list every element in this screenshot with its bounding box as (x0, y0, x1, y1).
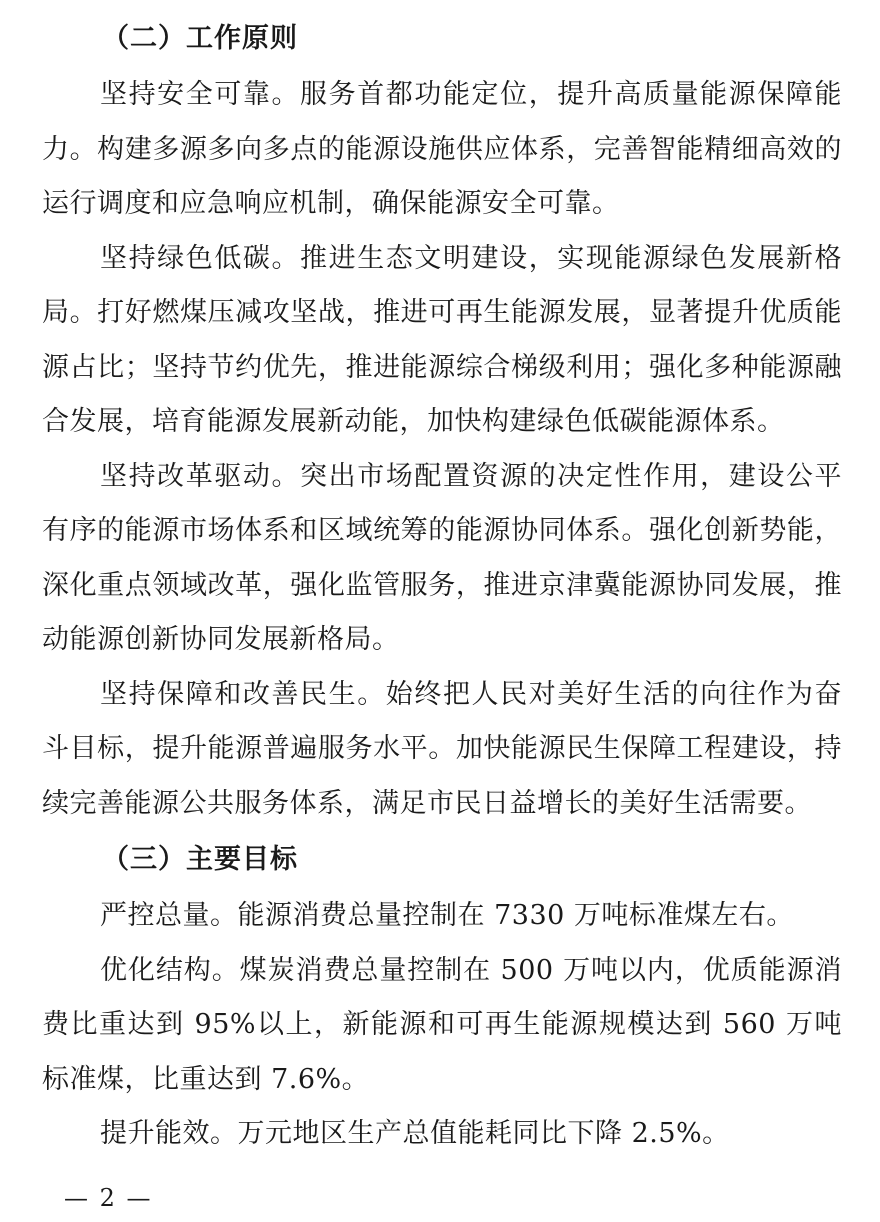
paragraph-safety: 坚持安全可靠。服务首都功能定位，提升高质量能源保障能力。构建多源多向多点的能源设施供应体系，完善智能精细高效的运行调度和应急响应机制，确保能源安全可靠。 (42, 79, 842, 219)
document-body (42, 10, 842, 1162)
paragraph-efficiency: 提升能效。万元地区生产总值能耗同比下降 2.5%。 (100, 1118, 730, 1149)
paragraph-reform: 坚持改革驱动。突出市场配置资源的决定性作用，建设公平有序的能源市场体系和区域统筹的能源协同体系。强化创新势能，深化重点领域改革，强化监管服务，推进京津冀能源协同发展，推动能源创新协同发展新格局。 (42, 460, 842, 655)
paragraph-total-control: 严控总量。能源消费总量控制在 7330 万吨标准煤左右。 (100, 900, 794, 931)
page-number: — 2 — (64, 1184, 153, 1212)
paragraph-structure: 优化结构。煤炭消费总量控制在 500 万吨以内，优质能源消费比重达到 95%以上，新能源和可再生能源规模达到 560 万吨标准煤，比重达到 7.6%。 (42, 954, 842, 1095)
paragraph-green: 坚持绿色低碳。推进生态文明建设，实现能源绿色发展新格局。打好燃煤压减攻坚战，推进可再生能源发展，显著提升优质能源占比；坚持节约优先，推进能源综合梯级利用；强化多种能源融合发展，培育能源发展新动能，加快构建绿色低碳能源体系。 (42, 242, 842, 437)
section-heading-main-targets: （三）主要目标 (102, 844, 298, 875)
paragraph-livelihood: 坚持保障和改善民生。始终把人民对美好生活的向往作为奋斗目标，提升能源普遍服务水平。加快能源民生保障工程建设，持续完善能源公共服务体系，满足市民日益增长的美好生活需要。 (42, 678, 842, 819)
section-heading-work-principles: （二）工作原则 (102, 23, 298, 54)
